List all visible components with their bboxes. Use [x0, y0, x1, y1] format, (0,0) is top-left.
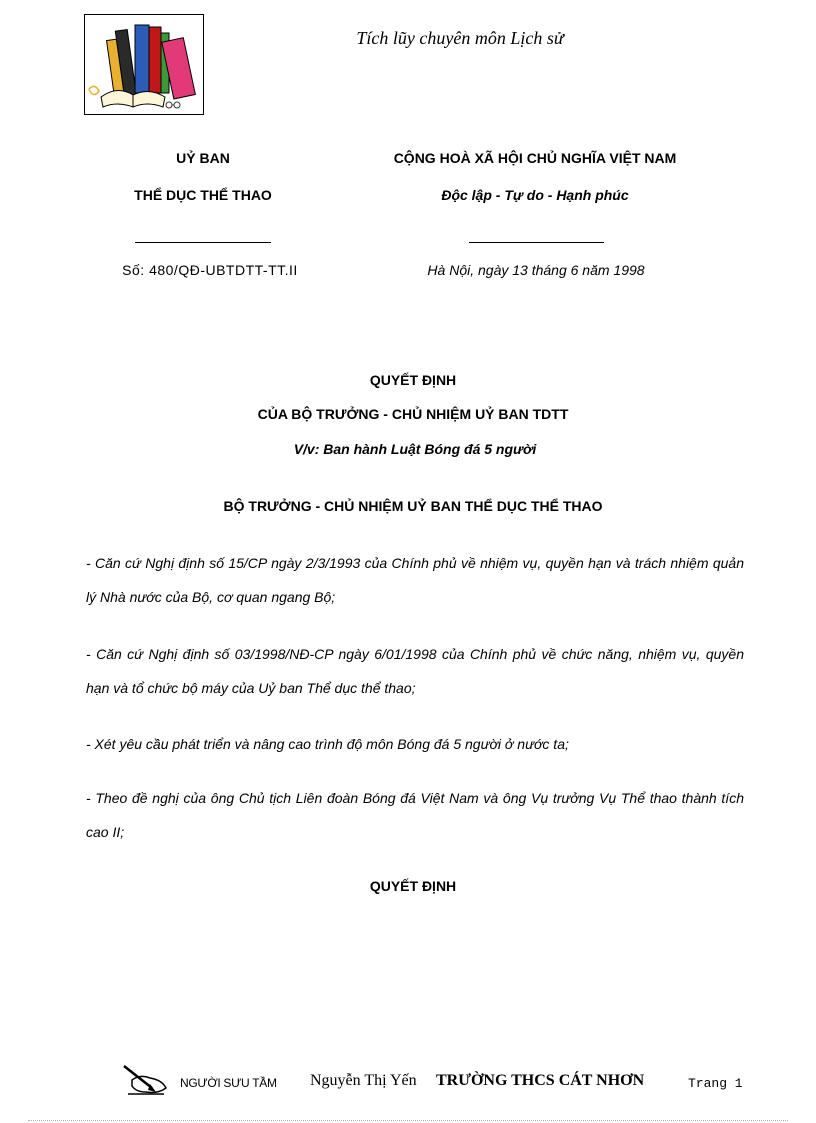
divider-left: [135, 242, 271, 243]
school-name: TRƯỜNG THCS CÁT NHƠN: [436, 1072, 645, 1089]
minister-heading: BỘ TRƯỞNG - CHỦ NHIỆM UỶ BAN THỂ DỤC THỂ THAO: [223, 498, 603, 514]
national-title: CỘNG HOÀ XÃ HỘI CHỦ NGHĨA VIỆT NAM: [393, 150, 677, 166]
books-icon: [84, 14, 204, 115]
national-motto: Độc lập - Tự do - Hạnh phúc: [441, 187, 629, 203]
page-number: Trang 1: [688, 1076, 743, 1091]
agency-name-line1: UỶ BAN: [176, 150, 230, 166]
divider-right: [469, 242, 604, 243]
decision-heading-final: QUYẾT ĐỊNH: [369, 878, 457, 894]
basis-paragraph-4: - Theo đề nghị của ông Chủ tịch Liên đoàn Bóng đá Việt Nam và ông Vụ trưởng Vụ Thể thao thành tích cao II;: [86, 790, 744, 840]
pen-hand-icon: [122, 1062, 168, 1096]
basis-paragraph-2: - Căn cứ Nghị định số 03/1998/NĐ-CP ngày 6/01/1998 của Chính phủ về chức năng, nhiệm vụ, quyền hạn và tổ chức bộ máy của Uỷ ban Thể dục thể thao;: [86, 646, 744, 696]
decision-heading: QUYẾT ĐỊNH: [369, 372, 457, 388]
document-number: Số: 480/QĐ-UBTDTT-TT.II: [122, 262, 298, 278]
author-name: Nguyễn Thị Yến: [310, 1072, 417, 1089]
basis-paragraph-1: - Căn cứ Nghị định số 15/CP ngày 2/3/1993 của Chính phủ về nhiệm vụ, quyền hạn và trách nhiệm quản lý Nhà nước của Bộ, cơ quan ngang Bộ;: [86, 555, 744, 605]
page-footer: [0, 1062, 816, 1098]
agency-name-line2: THỂ DỤC THỂ THAO: [134, 187, 272, 203]
page-bottom-border: [28, 1120, 788, 1121]
collector-label: NGƯỜI SƯU TẦM: [180, 1076, 277, 1090]
issuer-heading: CỦA BỘ TRƯỞNG - CHỦ NHIỆM UỶ BAN TDTT: [257, 406, 569, 422]
document-date: Hà Nội, ngày 13 tháng 6 năm 1998: [427, 262, 645, 278]
subject-heading: V/v: Ban hành Luật Bóng đá 5 người: [293, 441, 537, 457]
basis-paragraph-3: - Xét yêu cầu phát triển và nâng cao trình độ môn Bóng đá 5 người ở nước ta;: [86, 736, 569, 752]
page-header-title: Tích lũy chuyên môn Lịch sử: [356, 28, 564, 48]
